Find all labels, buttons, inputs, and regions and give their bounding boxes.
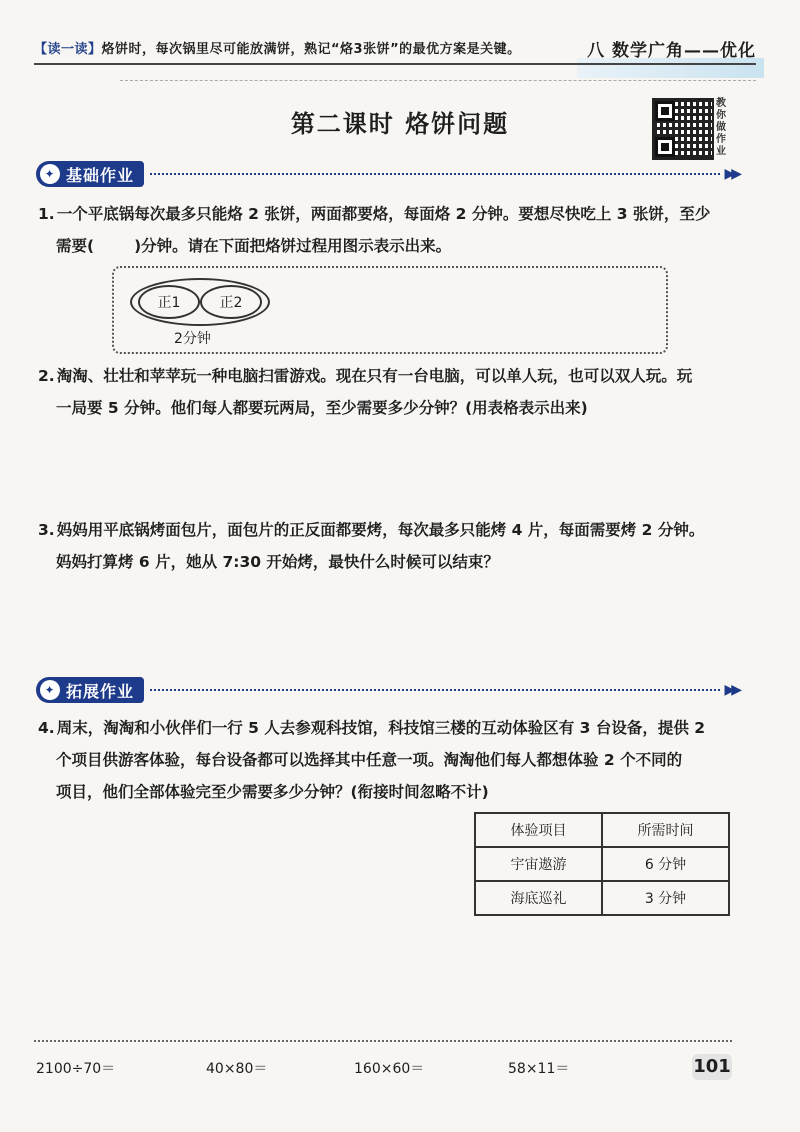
header-rule <box>34 63 756 65</box>
question-number: 1. <box>38 205 55 223</box>
section-basic-pill <box>36 161 144 187</box>
question-1-line-2 <box>38 230 748 262</box>
question-2-text-1: 淘淘、壮壮和苹苹玩一种电脑扫雷游戏。现在只有一台电脑，可以单人玩，也可以双人玩。玩 <box>56 367 693 385</box>
question-1-text-2a: 需要( <box>56 237 95 255</box>
section-basic-label: 基础作业 <box>66 165 135 185</box>
calc-2: 40×80＝ <box>206 1061 268 1077</box>
table-header-row <box>475 813 729 847</box>
question-4 <box>38 712 748 808</box>
question-1-text-2b: )分钟。请在下面把烙饼过程用图示表示出来。 <box>134 237 452 255</box>
question-4-line-2: 个项目供游客体验，每台设备都可以选择其中任意一项。淘淘他们每人都想体验 2 个不同的 <box>56 751 683 769</box>
pancake-oval-2: 正2 <box>200 285 262 319</box>
chapter-band <box>577 58 764 78</box>
table-header-cell: 体验项目 <box>475 813 602 847</box>
reading-tip <box>34 38 521 57</box>
question-2-line-1 <box>38 360 748 392</box>
qr-code-icon[interactable] <box>652 98 714 160</box>
calc-1: 2100÷70＝ <box>36 1061 116 1077</box>
pan-oval <box>130 278 270 326</box>
reading-tip-tag: 【读一读】 <box>34 42 102 57</box>
question-number: 4. <box>38 719 55 737</box>
table-cell: 海底巡礼 <box>475 881 602 915</box>
pancake-oval-1: 正1 <box>138 285 200 319</box>
question-3 <box>38 514 748 578</box>
table-header-cell: 所需时间 <box>602 813 729 847</box>
calc-3: 160×60＝ <box>354 1061 425 1077</box>
question-3-text-1: 妈妈用平底锅烤面包片，面包片的正反面都要烤，每次最多只能烤 4 片，每面需要烤 2 分钟。 <box>56 521 705 539</box>
question-2-line-2: 一局要 5 分钟。他们每人都要玩两局，至少需要多少分钟？(用表格表示出来) <box>56 399 588 417</box>
table-cell: 3 分钟 <box>602 881 729 915</box>
footer-dotted-line <box>34 1040 732 1042</box>
section-extended-label: 拓展作业 <box>66 681 135 701</box>
duration-label: 2分钟 <box>174 331 211 347</box>
question-3-line-1 <box>38 514 748 546</box>
question-1 <box>38 198 748 262</box>
page-title: 第二课时 烙饼问题 <box>290 110 510 138</box>
q1-diagram-box[interactable] <box>112 266 668 354</box>
question-4-line-3: 项目，他们全部体验完至少需要多少分钟？(衔接时间忽略不计) <box>56 783 489 801</box>
experience-table <box>474 812 730 916</box>
question-4-text-1: 周末，淘淘和小伙伴们一行 5 人去参观科技馆，科技馆三楼的互动体验区有 3 台设备，提供 2 <box>56 719 706 737</box>
question-4-line-1 <box>38 712 748 744</box>
section-basic-dotted-line <box>150 173 720 175</box>
chapter-header <box>587 36 756 61</box>
page-number: 101 <box>692 1054 732 1080</box>
lightbulb-icon: ✦ <box>40 680 60 700</box>
question-2 <box>38 360 748 424</box>
question-3-line-2: 妈妈打算烤 6 片，她从 7:30 开始烤，最快什么时候可以结束？ <box>56 553 499 571</box>
calc-4: 58×11＝ <box>508 1061 570 1077</box>
double-arrow-icon: ▶▶ <box>724 682 738 698</box>
chapter-title: 八 数学广角——优化 <box>587 41 756 61</box>
question-number: 3. <box>38 521 55 539</box>
section-extended <box>36 676 738 704</box>
table-cell: 6 分钟 <box>602 847 729 881</box>
section-extended-pill <box>36 677 144 703</box>
header-dashed-rule <box>120 80 756 81</box>
section-extended-dotted-line <box>150 689 720 691</box>
question-number: 2. <box>38 367 55 385</box>
lightbulb-icon: ✦ <box>40 164 60 184</box>
reading-tip-text: 烙饼时，每次锅里尽可能放满饼，熟记“烙3张饼”的最优方案是关键。 <box>101 42 521 57</box>
qr-label: 教你做作业 <box>716 98 726 157</box>
table-row <box>475 847 729 881</box>
question-1-line-1 <box>38 198 748 230</box>
table-row <box>475 881 729 915</box>
double-arrow-icon: ▶▶ <box>724 166 738 182</box>
table-cell: 宇宙遨游 <box>475 847 602 881</box>
question-1-text-1: 一个平底锅每次最多只能烙 2 张饼，两面都要烙，每面烙 2 分钟。要想尽快吃上 3 张饼，至少 <box>56 205 711 223</box>
section-basic <box>36 160 738 188</box>
